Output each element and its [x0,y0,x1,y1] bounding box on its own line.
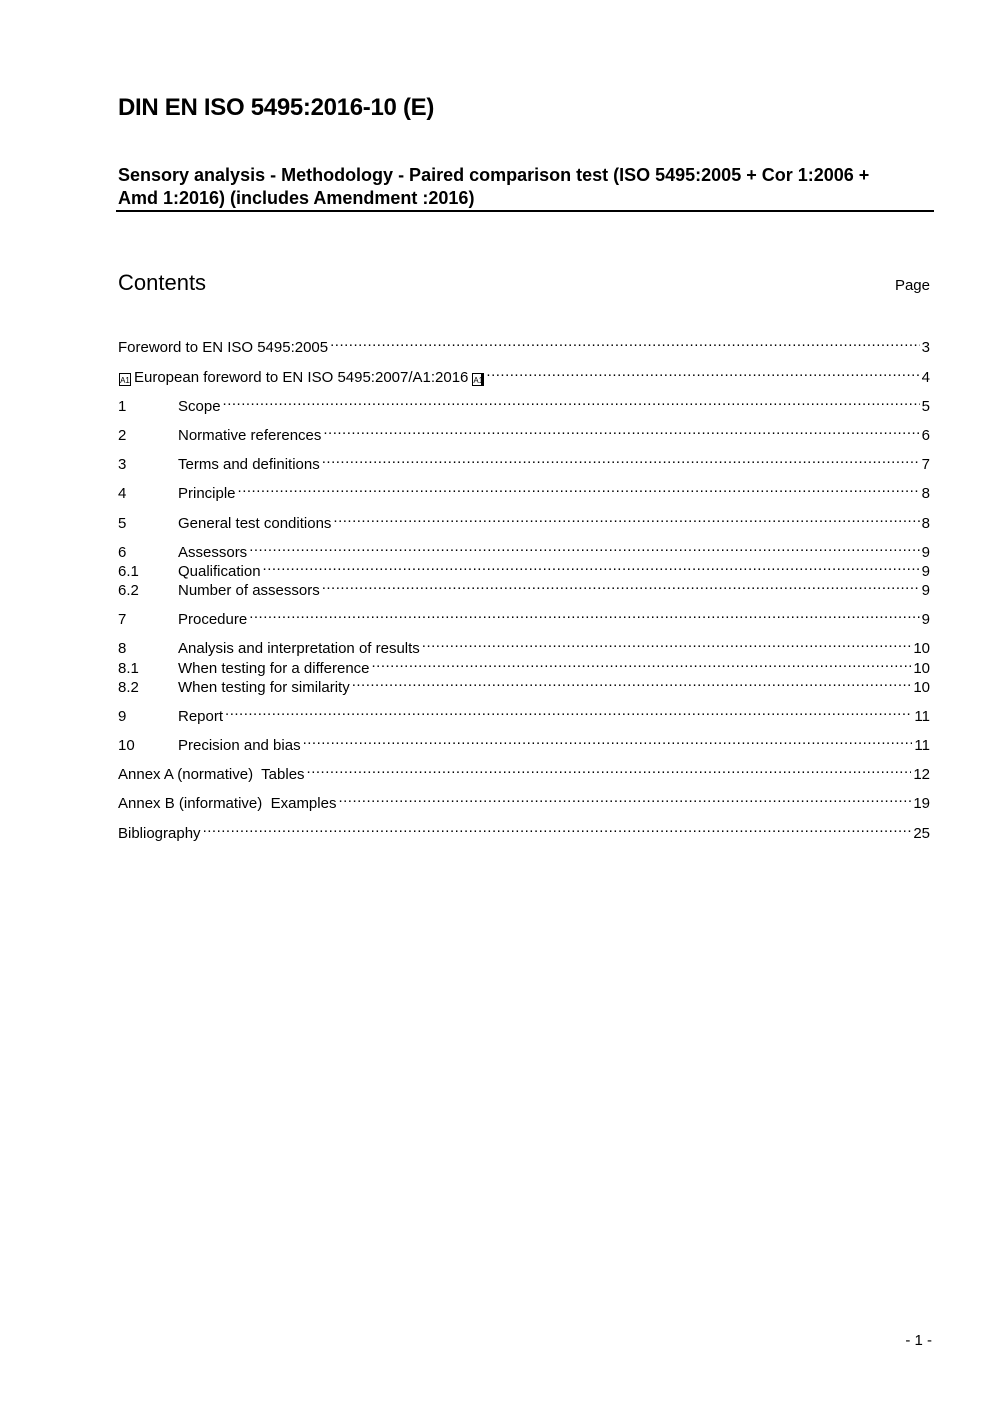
toc-entry-title: Precision and bias [178,737,301,754]
toc-entry-title: When testing for similarity [178,679,350,696]
toc-entry-number: 6.1 [118,563,139,580]
toc-entry-page: 9 [921,563,930,580]
toc-entry-title: Tables [261,766,305,783]
toc-entry-title: Report [178,708,224,725]
toc-leader-dots [336,788,911,808]
toc-entry-page: 9 [921,582,930,599]
amendment-start-icon: A1 [119,373,131,386]
toc-entry-bibliography[interactable] [118,818,930,842]
toc-entry-title: General test conditions [178,515,332,532]
toc-entry-title: Normative references [178,427,322,444]
toc-leader-dots [328,332,920,352]
toc-leader-dots [305,759,912,779]
toc-entry-title: Terms and definitions [178,456,320,473]
toc-entry-page: 19 [913,795,930,812]
toc-entry-title: Principle [178,485,236,502]
toc-leader-dots [321,420,919,440]
annex-label: Annex B [118,795,175,812]
toc-entry-page: 10 [913,679,930,696]
toc-leader-dots [221,391,920,411]
page-number: - 1 - [905,1332,932,1349]
toc-entry-title-wrap [118,794,336,814]
toc-entry-report[interactable] [118,701,930,725]
annex-type: (informative) [178,795,263,812]
document-title: Sensory analysis - Methodology - Paired comparison test (ISO 5495:2005 + Cor 1:2006 + Amd 1:2016) (includes Amendment :2016) [118,165,870,208]
toc-entry-principle[interactable] [118,478,930,502]
toc-entry-procedure[interactable] [118,604,930,628]
toc-entry-page: 10 [913,660,930,677]
toc-entry-page: 4 [921,369,930,386]
toc-leader-dots [320,575,920,595]
toc-entry-title: Number of assessors [178,582,320,599]
toc-leader-dots [236,478,920,498]
toc-entry-assessors[interactable] [118,537,930,561]
toc-entry-title-wrap [118,368,484,388]
toc-entry-number: 6.2 [118,582,139,599]
toc-entry-title: Examples [270,795,337,812]
toc-entry-title: Scope [178,398,221,415]
toc-entry-scope[interactable] [118,391,930,415]
toc-entry-normative-references[interactable] [118,420,930,444]
toc-entry-annex-a[interactable] [118,759,930,783]
document-id: DIN EN ISO 5495:2016-10 (E) [118,94,435,121]
title-divider [116,210,934,212]
toc-entry-number: 3 [118,456,127,473]
toc-entry-title: Procedure [178,611,248,628]
toc-entry-page: 6 [921,427,930,444]
toc-entry-title: Foreword to EN ISO 5495:2005 [118,339,329,356]
toc-entry-page: 8 [921,515,930,532]
toc-entry-number: 2 [118,427,127,444]
annex-type: (normative) [177,766,254,783]
toc-entry-page: 8 [921,485,930,502]
toc-entry-number: 8 [118,640,127,657]
toc-entry-title: Analysis and interpretation of results [178,640,420,657]
toc-entry-testing-difference[interactable] [118,653,930,677]
toc-entry-title: Bibliography [118,825,201,842]
toc-entry-number: 5 [118,515,127,532]
toc-entry-analysis[interactable] [118,633,930,657]
toc-entry-european-foreword[interactable] [118,362,930,386]
toc-entry-title: European foreword to EN ISO 5495:2007/A1:2016 [134,369,469,386]
toc-leader-dots [261,556,920,576]
toc-entry-page: 25 [913,825,930,842]
toc-entry-number: 1 [118,398,127,415]
toc-entry-title: Assessors [178,544,248,561]
toc-entry-precision-bias[interactable] [118,730,930,754]
toc-entry-page: 11 [914,737,930,754]
annex-label: Annex A [118,766,174,783]
toc-entry-number: 9 [118,708,127,725]
toc-entry-number: 7 [118,611,127,628]
toc-leader-dots [223,701,912,721]
toc-entry-terms[interactable] [118,449,930,473]
toc-leader-dots [201,818,912,838]
toc-entry-number: 10 [118,737,135,754]
amendment-end-icon: A1 [472,373,484,386]
toc-leader-dots [320,449,920,469]
toc-leader-dots [247,604,919,624]
contents-heading: Contents [118,270,207,295]
toc-entry-foreword[interactable] [118,332,930,356]
toc-entry-number: 4 [118,485,127,502]
toc-entry-qualification[interactable] [118,556,930,580]
page-column-label: Page [894,277,930,294]
toc-entry-page: 7 [921,456,930,473]
toc-entry-title-wrap [118,765,305,785]
toc-entry-number-of-assessors[interactable] [118,575,930,599]
toc-entry-page: 9 [921,611,930,628]
toc-entry-page: 5 [921,398,930,415]
toc-entry-testing-similarity[interactable] [118,672,930,696]
toc-entry-page: 9 [921,544,930,561]
toc-entry-page: 12 [913,766,930,783]
toc-entry-number: 8.2 [118,679,139,696]
toc-entry-page: 10 [913,640,930,657]
toc-entry-title: When testing for a difference [178,660,370,677]
toc-entry-general-test-conditions[interactable] [118,508,930,532]
toc-leader-dots [484,362,919,382]
toc-entry-number: 8.1 [118,660,139,677]
toc-entry-page: 3 [921,339,930,356]
toc-leader-dots [350,672,912,692]
toc-leader-dots [370,653,912,673]
toc-entry-number: 6 [118,544,127,561]
toc-leader-dots [331,508,919,528]
toc-leader-dots [301,730,913,750]
toc-leader-dots [247,537,919,557]
toc-entry-title: Qualification [178,563,261,580]
toc-entry-page: 11 [914,708,930,725]
toc-entry-annex-b[interactable] [118,788,930,812]
toc-leader-dots [420,633,912,653]
